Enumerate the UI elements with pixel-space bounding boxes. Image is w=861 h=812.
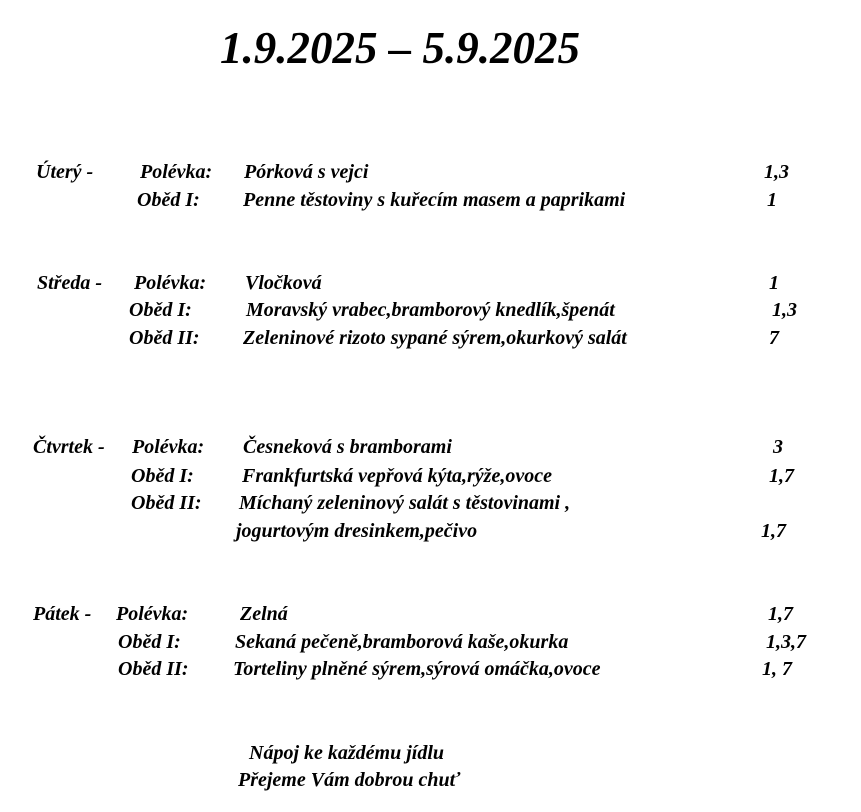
allergen-codes: 3 <box>773 436 783 458</box>
footer-greeting: Přejeme Vám dobrou chuť <box>238 769 461 791</box>
allergen-codes: 1 <box>767 189 777 211</box>
dish-name: Zeleninové rizoto sypané sýrem,okurkový salát <box>243 327 627 349</box>
meal-label: Oběd I: <box>137 189 200 211</box>
allergen-codes: 1,7 <box>768 603 793 625</box>
meal-label: Oběd II: <box>118 658 189 680</box>
allergen-codes: 7 <box>769 327 779 349</box>
dish-name-continued: jogurtovým dresinkem,pečivo <box>236 520 478 542</box>
meal-label: Polévka: <box>134 272 207 294</box>
meal-label: Oběd II: <box>131 492 202 514</box>
allergen-codes: 1,3 <box>764 161 789 183</box>
allergen-codes: 1,7 <box>769 465 794 487</box>
dish-name: Sekaná pečeně,bramborová kaše,okurka <box>235 631 569 653</box>
allergen-codes: 1,3 <box>772 299 797 321</box>
dish-name: Zelná <box>240 603 288 625</box>
meal-label: Oběd I: <box>129 299 192 321</box>
dish-name: Česneková s bramborami <box>243 436 452 458</box>
meal-label: Oběd II: <box>129 327 200 349</box>
meal-label: Polévka: <box>116 603 189 625</box>
day-label-wednesday: Středa - <box>37 272 102 294</box>
footer-drink-note: Nápoj ke každému jídlu <box>249 742 445 764</box>
meal-label: Polévka: <box>140 161 213 183</box>
menu-title: 1.9.2025 – 5.9.2025 <box>220 23 580 73</box>
allergen-codes: 1,3,7 <box>766 631 806 653</box>
allergen-codes: 1, 7 <box>762 658 792 680</box>
dish-name: Vločková <box>245 272 322 294</box>
day-label-tuesday: Úterý - <box>36 161 94 183</box>
dish-name: Míchaný zeleninový salát s těstovinami , <box>239 492 571 514</box>
dish-name: Torteliny plněné sýrem,sýrová omáčka,ovoce <box>233 658 601 680</box>
meal-label: Polévka: <box>132 436 205 458</box>
dish-name: Moravský vrabec,bramborový knedlík,špenát <box>246 299 615 321</box>
dish-name: Frankfurtská vepřová kýta,rýže,ovoce <box>242 465 552 487</box>
meal-label: Oběd I: <box>131 465 194 487</box>
day-label-thursday: Čtvrtek - <box>33 436 105 458</box>
dish-name: Penne těstoviny s kuřecím masem a paprikami <box>243 189 626 211</box>
dish-name: Pórková s vejci <box>244 161 369 183</box>
day-label-friday: Pátek - <box>33 603 92 625</box>
meal-label: Oběd I: <box>118 631 181 653</box>
allergen-codes: 1 <box>769 272 779 294</box>
allergen-codes: 1,7 <box>761 520 786 542</box>
